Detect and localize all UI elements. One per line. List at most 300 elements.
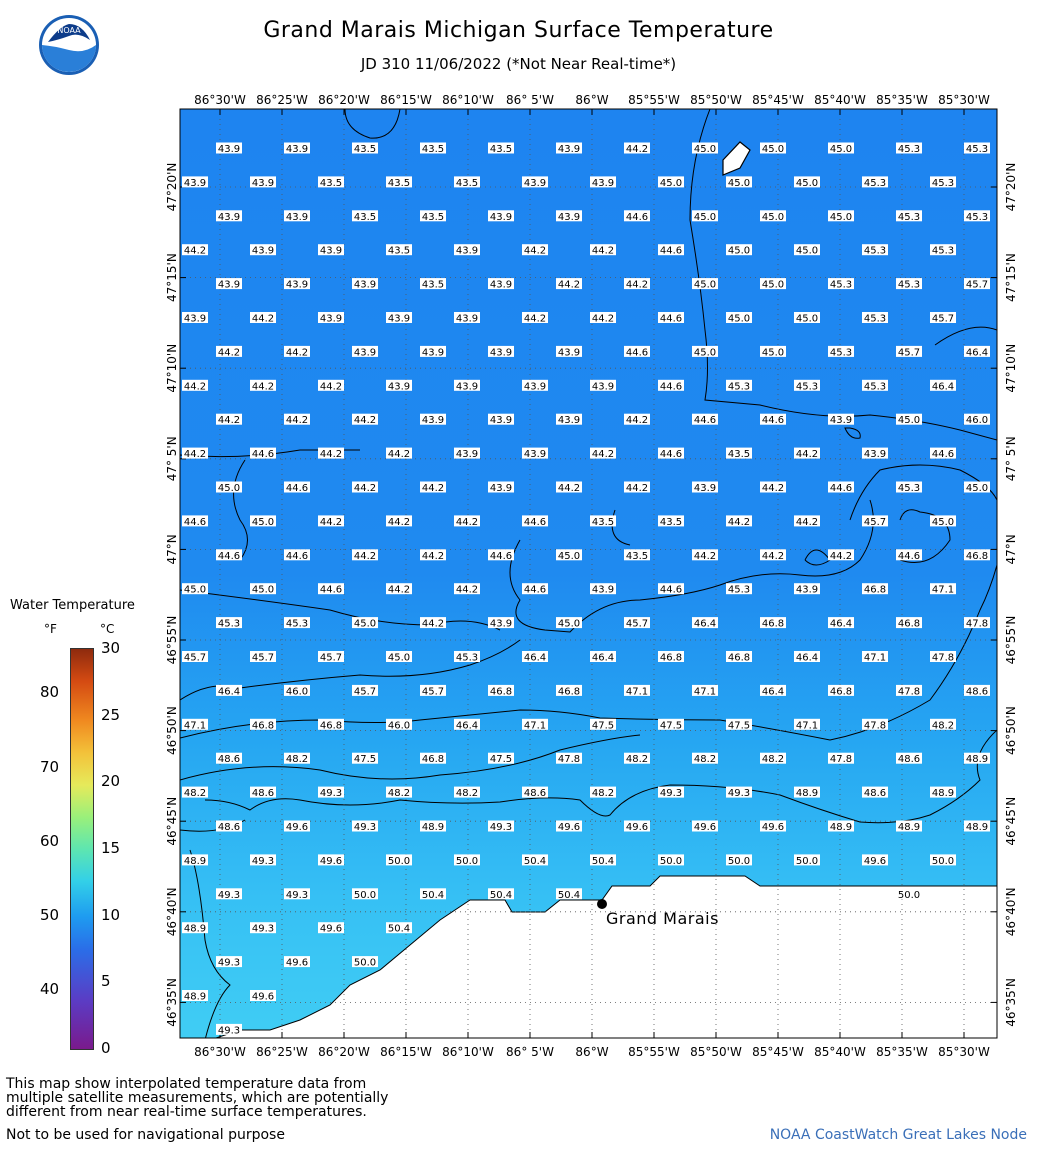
svg-text:49.3: 49.3 [217,889,241,901]
svg-text:43.9: 43.9 [455,381,479,393]
temperature-value [726,515,752,528]
temperature-value [284,143,310,156]
svg-text:45.0: 45.0 [693,279,717,291]
svg-text:44.2: 44.2 [693,550,717,562]
temperature-value [930,448,956,461]
temperature-value [930,651,956,664]
temperature-value [182,854,208,867]
latitude-label: 47°20'N [1004,162,1018,212]
svg-text:45.0: 45.0 [183,584,207,596]
svg-text:43.9: 43.9 [421,347,445,359]
temperature-value [522,787,548,800]
temperature-value [828,278,854,291]
temperature-value [658,719,684,732]
temperature-value [726,448,752,461]
svg-text:44.6: 44.6 [285,550,309,562]
temperature-value [930,244,956,257]
svg-text:50.4: 50.4 [591,855,615,867]
temperature-value [896,685,922,698]
temperature-value [386,787,412,800]
temperature-value [522,854,548,867]
svg-text:45.3: 45.3 [897,144,921,155]
latitude-label: 46°45'N [165,796,179,846]
temperature-value [556,617,582,630]
svg-text:45.7: 45.7 [251,652,275,664]
svg-text:43.9: 43.9 [421,415,445,427]
svg-text:44.2: 44.2 [319,381,343,393]
temperature-value [250,312,276,325]
svg-text:43.9: 43.9 [489,618,513,630]
svg-text:48.2: 48.2 [455,788,479,800]
temperature-value [930,583,956,596]
svg-text:43.5: 43.5 [353,211,377,223]
temperature-value [726,583,752,596]
temperature-value [760,482,786,495]
svg-text:44.2: 44.2 [625,415,649,427]
temperature-value [964,617,990,630]
svg-text:46.0: 46.0 [387,720,411,732]
svg-text:46.8: 46.8 [557,686,581,698]
temperature-value [760,210,786,223]
svg-text:45.0: 45.0 [693,347,717,359]
temperature-value [726,787,752,800]
latitude-labels-left [165,163,179,1027]
svg-text:43.5: 43.5 [659,516,683,528]
svg-text:46.4: 46.4 [217,686,241,698]
temperature-value [488,888,514,901]
svg-text:45.0: 45.0 [727,245,751,257]
temperature-value [692,685,718,698]
svg-text:50.0: 50.0 [455,855,479,867]
temperature-value [284,888,310,901]
svg-text:43.5: 43.5 [387,177,411,189]
svg-text:44.6: 44.6 [319,584,343,596]
temperature-value [794,583,820,596]
svg-text:47.1: 47.1 [693,686,717,698]
svg-text:44.6: 44.6 [761,415,785,427]
svg-text:46.8: 46.8 [863,584,887,596]
svg-text:47.5: 47.5 [727,720,751,732]
longitude-label: 85°40'W [814,1045,866,1059]
temperature-value [964,549,990,562]
temperature-value [488,482,514,495]
svg-text:45.3: 45.3 [897,483,921,494]
svg-text:49.3: 49.3 [727,788,751,800]
temperature-value [692,414,718,427]
temperature-value [182,380,208,393]
svg-text:43.9: 43.9 [795,584,819,596]
temperature-value [590,448,616,461]
temperature-value [590,854,616,867]
svg-text:45.0: 45.0 [727,313,751,325]
svg-text:43.5: 43.5 [421,211,445,223]
temperature-value [454,515,480,528]
svg-text:46.4: 46.4 [455,720,479,732]
svg-text:44.2: 44.2 [455,584,479,596]
svg-text:50.0: 50.0 [897,889,921,901]
temperature-value [896,143,922,156]
temperature-value [488,346,514,359]
disclaimer-note [6,1077,388,1119]
temperature-value [420,346,446,359]
svg-text:44.2: 44.2 [387,449,411,461]
temperature-value [556,685,582,698]
temperature-value [760,414,786,427]
legend-title: Water Temperature [10,598,135,613]
temperature-value [522,515,548,528]
longitude-label: 86° 5'W [506,1045,554,1059]
temperature-value [352,956,378,969]
svg-text:44.2: 44.2 [829,550,853,562]
svg-text:48.9: 48.9 [965,822,989,833]
svg-text:49.6: 49.6 [761,822,785,833]
legend-tick-celsius: 10 [101,905,121,924]
temperature-value [284,549,310,562]
svg-text:50.4: 50.4 [387,923,411,935]
temperature-value [930,515,956,528]
temperature-value [284,482,310,495]
temperature-value [828,821,854,834]
svg-text:48.6: 48.6 [897,754,921,766]
svg-text:43.9: 43.9 [455,449,479,461]
temperature-value [624,821,650,834]
temperature-value [420,753,446,766]
temperature-value [556,210,582,223]
svg-text:44.2: 44.2 [455,516,479,528]
svg-text:44.2: 44.2 [421,550,445,562]
temperature-value [352,278,378,291]
latitude-label: 46°40'N [1004,887,1018,937]
longitude-label: 85°40'W [814,93,866,107]
svg-text:48.2: 48.2 [183,788,207,800]
svg-text:43.5: 43.5 [421,279,445,291]
svg-text:46.0: 46.0 [965,415,989,427]
temperature-value [760,685,786,698]
svg-text:47.1: 47.1 [795,720,819,732]
svg-text:48.6: 48.6 [217,822,241,833]
svg-text:45.7: 45.7 [421,686,445,698]
longitude-label: 85°50'W [690,93,742,107]
temperature-value [216,888,242,901]
temperature-value [318,244,344,257]
svg-text:45.0: 45.0 [693,211,717,223]
temperature-value [250,651,276,664]
temperature-value [352,753,378,766]
temperature-value [964,821,990,834]
grand-marais-label: Grand Marais [606,909,719,928]
temperature-value [250,787,276,800]
temperature-value [658,787,684,800]
svg-text:45.0: 45.0 [795,313,819,325]
svg-text:45.3: 45.3 [217,618,241,630]
temperature-value [352,210,378,223]
svg-text:44.2: 44.2 [591,449,615,461]
svg-text:48.2: 48.2 [591,788,615,800]
svg-text:50.0: 50.0 [795,855,819,867]
legend-tick-fahrenheit: 40 [40,979,60,998]
svg-text:46.4: 46.4 [591,652,615,664]
temperature-value [760,346,786,359]
svg-text:44.2: 44.2 [251,381,275,393]
svg-text:44.2: 44.2 [353,550,377,562]
temperature-value [658,244,684,257]
svg-text:47.1: 47.1 [863,652,887,664]
temperature-value [318,583,344,596]
svg-text:45.0: 45.0 [761,347,785,359]
temperature-value [794,651,820,664]
temperature-value [896,346,922,359]
temperature-value [862,312,888,325]
latitude-label: 47°15'N [165,253,179,303]
temperature-value [726,176,752,189]
temperature-value [488,685,514,698]
temperature-value [318,176,344,189]
svg-text:45.3: 45.3 [965,144,989,155]
svg-text:43.5: 43.5 [455,177,479,189]
temperature-value [930,787,956,800]
temperature-value [386,922,412,935]
svg-text:43.9: 43.9 [693,483,717,494]
svg-text:48.2: 48.2 [693,754,717,766]
longitude-label: 86°W [575,93,609,107]
temperature-value [216,210,242,223]
svg-text:43.9: 43.9 [319,313,343,325]
temperature-value [522,448,548,461]
temperature-value [284,414,310,427]
temperature-value [896,753,922,766]
svg-text:46.8: 46.8 [727,652,751,664]
grand-marais-marker [597,899,607,909]
legend-colorbar [70,648,94,1050]
temperature-value [590,312,616,325]
temperature-value [794,312,820,325]
temperature-value [488,210,514,223]
temperature-value [352,821,378,834]
svg-text:43.9: 43.9 [523,381,547,393]
temperature-value [420,617,446,630]
temperature-value [828,753,854,766]
svg-text:43.9: 43.9 [863,449,887,461]
temperature-value [692,753,718,766]
temperature-value [692,143,718,156]
temperature-value [318,922,344,935]
svg-text:46.8: 46.8 [965,550,989,562]
temperature-value [828,482,854,495]
svg-text:44.6: 44.6 [659,381,683,393]
svg-text:48.2: 48.2 [931,720,955,732]
temperature-value [454,448,480,461]
temperature-value [522,651,548,664]
svg-text:49.6: 49.6 [251,991,275,1003]
temperature-value [420,482,446,495]
svg-text:45.7: 45.7 [897,347,921,359]
svg-text:45.0: 45.0 [659,177,683,189]
longitude-label: 85°50'W [690,1045,742,1059]
svg-text:44.2: 44.2 [761,550,785,562]
temperature-value [216,346,242,359]
svg-text:45.0: 45.0 [557,618,581,630]
svg-text:45.3: 45.3 [829,279,853,291]
temperature-value [556,414,582,427]
svg-text:45.7: 45.7 [863,516,887,528]
svg-text:43.9: 43.9 [251,177,275,189]
temperature-value [318,719,344,732]
temperature-value [352,617,378,630]
longitude-label: 86°W [575,1045,609,1059]
temperature-value [760,821,786,834]
temperature-value [216,143,242,156]
svg-text:44.2: 44.2 [421,483,445,494]
temperature-value [352,143,378,156]
svg-text:44.6: 44.6 [523,584,547,596]
legend-tick-celsius: 20 [101,772,121,791]
temperature-value [216,956,242,969]
svg-text:44.2: 44.2 [353,483,377,494]
temperature-value [488,549,514,562]
temperature-value [522,244,548,257]
svg-text:44.6: 44.6 [489,550,513,562]
svg-text:43.5: 43.5 [387,245,411,257]
temperature-value [658,448,684,461]
svg-text:50.0: 50.0 [931,855,955,867]
legend-tick-celsius: 5 [101,972,111,991]
temperature-value [726,380,752,393]
svg-text:47.1: 47.1 [625,686,649,698]
temperature-value [216,821,242,834]
svg-text:45.7: 45.7 [625,618,649,630]
svg-text:43.9: 43.9 [183,177,207,189]
svg-text:NOAA: NOAA [57,26,81,35]
temperature-value [930,380,956,393]
svg-text:45.0: 45.0 [761,144,785,155]
navigation-warning: Not to be used for navigational purpose [6,1127,285,1143]
svg-text:44.6: 44.6 [829,483,853,494]
temperature-value [896,821,922,834]
temperature-value [420,278,446,291]
svg-text:45.0: 45.0 [387,652,411,664]
temperature-value [216,278,242,291]
svg-text:47.1: 47.1 [183,720,207,732]
temperature-value [658,176,684,189]
svg-text:49.3: 49.3 [319,788,343,800]
svg-text:44.6: 44.6 [659,584,683,596]
svg-text:49.6: 49.6 [625,822,649,833]
svg-text:48.6: 48.6 [217,754,241,766]
temperature-value [556,821,582,834]
temperature-value [250,244,276,257]
svg-text:46.8: 46.8 [829,686,853,698]
disclaimer-line: This map show interpolated temperature data from [6,1076,367,1092]
temperature-value [862,651,888,664]
map-title: Grand Marais Michigan Surface Temperature [263,18,774,43]
svg-text:49.6: 49.6 [285,822,309,833]
svg-text:46.4: 46.4 [693,618,717,630]
svg-text:49.6: 49.6 [285,957,309,969]
disclaimer-line: multiple satellite measurements, which are potentially [6,1090,389,1106]
temperature-value [862,515,888,528]
longitude-label: 85°30'W [938,1045,990,1059]
temperature-value [250,922,276,935]
svg-text:48.9: 48.9 [421,822,445,833]
temperature-value [182,312,208,325]
svg-text:47.8: 47.8 [897,686,921,698]
legend-tick-celsius: 25 [101,705,121,724]
temperature-value [522,583,548,596]
temperature-value [896,549,922,562]
svg-text:49.3: 49.3 [353,822,377,833]
svg-text:45.7: 45.7 [931,313,955,325]
svg-text:43.5: 43.5 [353,144,377,155]
svg-text:44.6: 44.6 [251,449,275,461]
temperature-value [386,515,412,528]
temperature-value [590,583,616,596]
temperature-value [658,312,684,325]
latitude-label: 47°N [165,534,179,565]
temperature-value [454,583,480,596]
temperature-value [182,990,208,1003]
svg-text:47.5: 47.5 [659,720,683,732]
temperature-value [794,176,820,189]
temperature-value [352,685,378,698]
svg-text:47.8: 47.8 [829,754,853,766]
svg-text:45.7: 45.7 [183,652,207,664]
longitude-label: 85°35'W [876,1045,928,1059]
temperature-value [658,515,684,528]
temperature-value [488,278,514,291]
temperature-value [386,719,412,732]
temperature-value [828,210,854,223]
svg-text:48.2: 48.2 [625,754,649,766]
svg-text:43.5: 43.5 [319,177,343,189]
svg-text:45.3: 45.3 [455,652,479,664]
temperature-value [250,583,276,596]
svg-text:46.8: 46.8 [251,720,275,732]
temperature-value [420,143,446,156]
svg-text:45.0: 45.0 [251,516,275,528]
svg-text:44.2: 44.2 [319,516,343,528]
svg-text:43.9: 43.9 [489,483,513,494]
svg-text:43.9: 43.9 [455,245,479,257]
temperature-value [454,719,480,732]
svg-text:45.7: 45.7 [965,279,989,291]
svg-text:46.4: 46.4 [523,652,547,664]
temperature-value [420,888,446,901]
svg-text:48.6: 48.6 [523,788,547,800]
temperature-value [896,414,922,427]
temperature-value [420,821,446,834]
svg-text:44.2: 44.2 [625,483,649,494]
temperature-value [692,617,718,630]
credit-text: NOAA CoastWatch Great Lakes Node [769,1127,1027,1143]
svg-text:45.3: 45.3 [863,245,887,257]
svg-text:43.9: 43.9 [591,381,615,393]
temperature-value [964,685,990,698]
svg-text:43.5: 43.5 [591,516,615,528]
temperature-value [352,346,378,359]
temperature-value [692,821,718,834]
temperature-value [454,380,480,393]
svg-text:45.3: 45.3 [897,279,921,291]
latitude-label: 47°10'N [1004,343,1018,393]
svg-text:46.4: 46.4 [761,686,785,698]
svg-text:43.9: 43.9 [217,211,241,223]
svg-text:45.7: 45.7 [353,686,377,698]
svg-text:45.3: 45.3 [897,211,921,223]
svg-text:45.0: 45.0 [965,483,989,494]
temperature-value [590,176,616,189]
svg-text:48.6: 48.6 [863,788,887,800]
svg-text:44.2: 44.2 [625,279,649,291]
